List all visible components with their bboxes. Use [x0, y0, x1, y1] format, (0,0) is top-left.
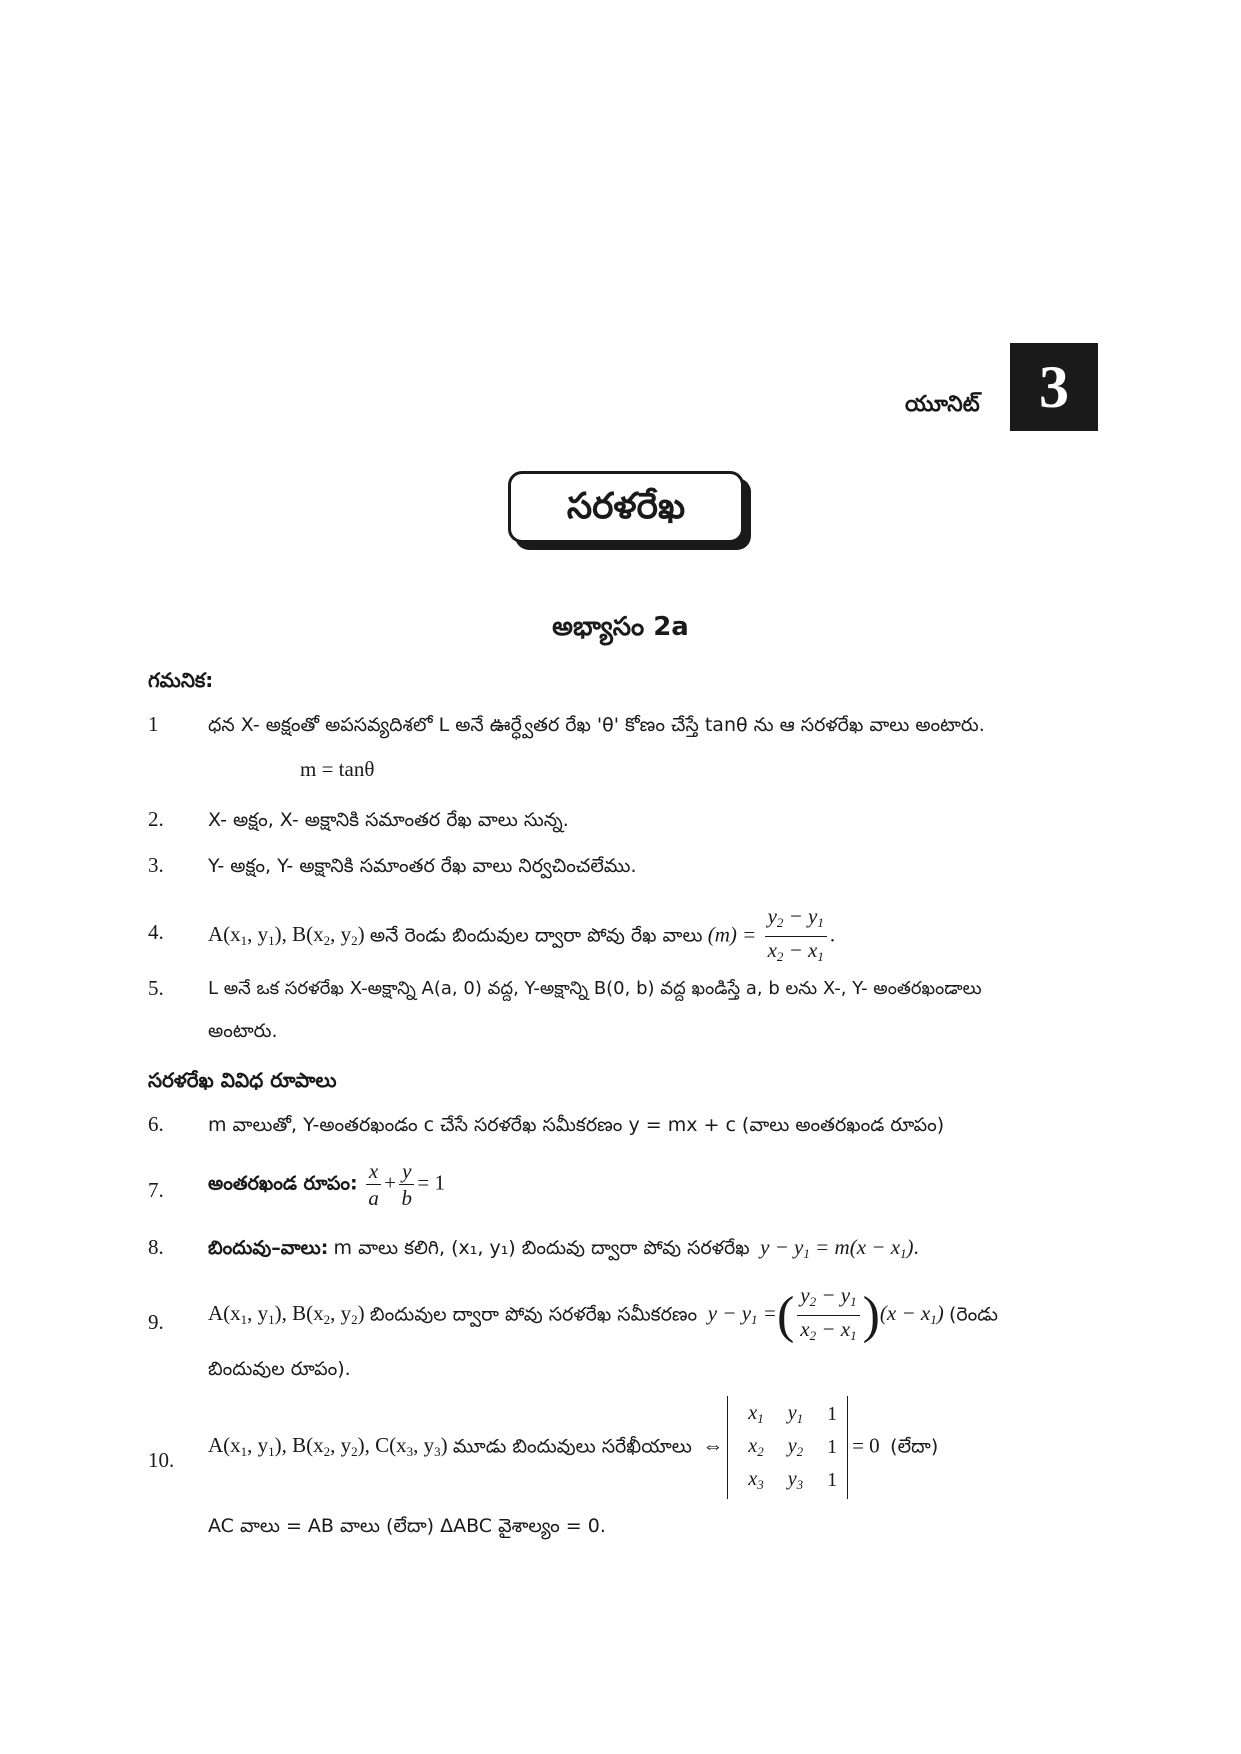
note-3-number: 3. [148, 853, 164, 877]
note-2-text: X- అక్షం, X- అక్షానికి సమాంతర రేఖ వాలు సున్న. [208, 809, 569, 831]
slope-symbol: (m) = [707, 922, 757, 947]
x-over-a: $\frac{x}{a}$ [366, 1158, 381, 1211]
note-2-number: 2. [148, 807, 164, 831]
form-8-label: బిందువు–వాలు: [208, 1237, 329, 1259]
note-1-number: 1 [148, 712, 159, 736]
form-6-number: 6. [148, 1112, 164, 1136]
point-slope-equation: $y - y_1 = m(x - x_1)$ [754, 1235, 914, 1261]
form-7-line: అంతరఖండ రూపం: $\frac{x}{a}$ + $\frac{y}{b}$ = 1 [208, 1159, 445, 1210]
unit-number-badge: 3 [1010, 343, 1098, 431]
form-8-number: 8. [148, 1235, 164, 1259]
two-point-lhs: $y - y_1$ = [702, 1301, 777, 1328]
form-9-tail: (రెండు [948, 1303, 998, 1326]
iff-symbol: ⇔ [697, 1433, 724, 1458]
form-8-line: బిందువు–వాలు: m వాలు కలిగి, (x₁, y₁) బిందువు ద్వారా పోవు సరళరేఖ $y - y_1 = m(x - x_1)$. [208, 1235, 919, 1261]
points-ab: $A(x_1$, $y_1$), $B(x_2$, $y_2$) [208, 1301, 365, 1328]
unit-label: యూనిట్ [905, 392, 980, 417]
note-1-text: ధన X- అక్షంతో అపసవ్యదిశలో L అనే ఊర్ధ్వేతర రేఖ 'θ' కోణం చేస్తే tanθ ను ఆ సరళరేఖ వాలు అంటారు. [208, 714, 985, 736]
two-point-rhs: $(x - x_1)$ [879, 1301, 944, 1328]
form-9-line [208, 1282, 998, 1349]
form-8-text: m వాలు కలిగి, (x₁, y₁) బిందువు ద్వారా పోవు సరళరేఖ [333, 1237, 750, 1259]
form-10-text: మూడు బిందువులు సరేఖీయాలు [452, 1435, 692, 1458]
chapter-title: సరళరేఖ [508, 471, 744, 543]
exercise-title: అభ్యాసం 2a [552, 612, 689, 642]
note-5-line-2: అంటారు. [208, 1020, 278, 1042]
two-point-slope: $\frac{y_2 - y_1}{x_2 - x_1}$ [797, 1282, 859, 1349]
points-ab: $A(x_1$, $y_1$), $B(x_2$, $y_2$) [208, 922, 365, 949]
points-abc: $A(x_1$, $y_1$), $B(x_2$, $y_2$), $C(x_3$, $y_3$) [208, 1433, 448, 1460]
note-5-number: 5. [148, 976, 164, 1000]
form-6-text: m వాలుతో, Y-అంతరఖండం c చేసే సరళరేఖ సమీకరణం y = mx + c (వాలు అంతరఖండ రూపం) [208, 1114, 945, 1136]
note-4-text: అనే రెండు బిందువుల ద్వారా పోవు రేఖ వాలు [369, 924, 703, 947]
note-3-text: Y- అక్షం, Y- అక్షానికి సమాంతర రేఖ వాలు నిర్వచించలేము. [208, 855, 637, 877]
form-7-number: 7. [148, 1178, 164, 1202]
collinearity-determinant: $x_1$ $y_1$ 1 $x_2$ $y_2$ 1 $x_3$ $y_3$ 1 [727, 1396, 848, 1499]
note-4-number: 4. [148, 920, 164, 944]
left-paren: ( [776, 1286, 795, 1344]
form-10-line: $A(x_1$, $y_1$), $B(x_2$, $y_2$), $C(x_3$, $y_3$) మూడు బిందువులు సరేఖీయాలు ⇔ $x_1$ $y_1$ 1 $x_2$ $y_2$ 1 $x_3$ $y_3$ 1 = 0 (లేదా) [208, 1396, 938, 1499]
notes-heading: గమనిక: [148, 668, 214, 692]
y-over-b: $\frac{y}{b}$ [399, 1158, 414, 1211]
right-paren: ) [862, 1286, 880, 1344]
note-4-line: $A(x_1$, $y_1$), $B(x_2$, $y_2$) అనే రెండు బిందువుల ద్వారా పోవు రేఖ వాలు (m) = $\frac{y_2 - y_1}{x_2 - x_1}$ . [208, 903, 835, 970]
form-9-text: బిందువుల ద్వారా పోవు సరళరేఖ సమీకరణం [369, 1303, 698, 1326]
form-9-line-2: బిందువుల రూపం). [208, 1358, 351, 1380]
form-10-number: 10. [148, 1448, 175, 1472]
note-1-formula: m = tanθ [300, 757, 375, 781]
form-7-label: అంతరఖండ రూపం: [208, 1172, 358, 1195]
form-9-number: 9. [148, 1310, 164, 1334]
note-5-line-1: L అనే ఒక సరళరేఖ X-అక్షాన్ని A(a, 0) వద్ద, Y-అక్షాన్ని B(0, b) వద్ద ఖండిస్తే a, b లను X-, Y- అంతరఖండాలు [208, 978, 982, 999]
forms-heading: సరళరేఖ వివిధ రూపాలు [148, 1068, 337, 1092]
slope-fraction: $\frac{y_2 - y_1}{x_2 - x_1}$ [765, 903, 827, 970]
form-10-tail: (లేదా) [890, 1435, 939, 1458]
form-10-line-2: AC వాలు = AB వాలు (లేదా) ΔABC వైశాల్యం = 0. [208, 1515, 606, 1537]
